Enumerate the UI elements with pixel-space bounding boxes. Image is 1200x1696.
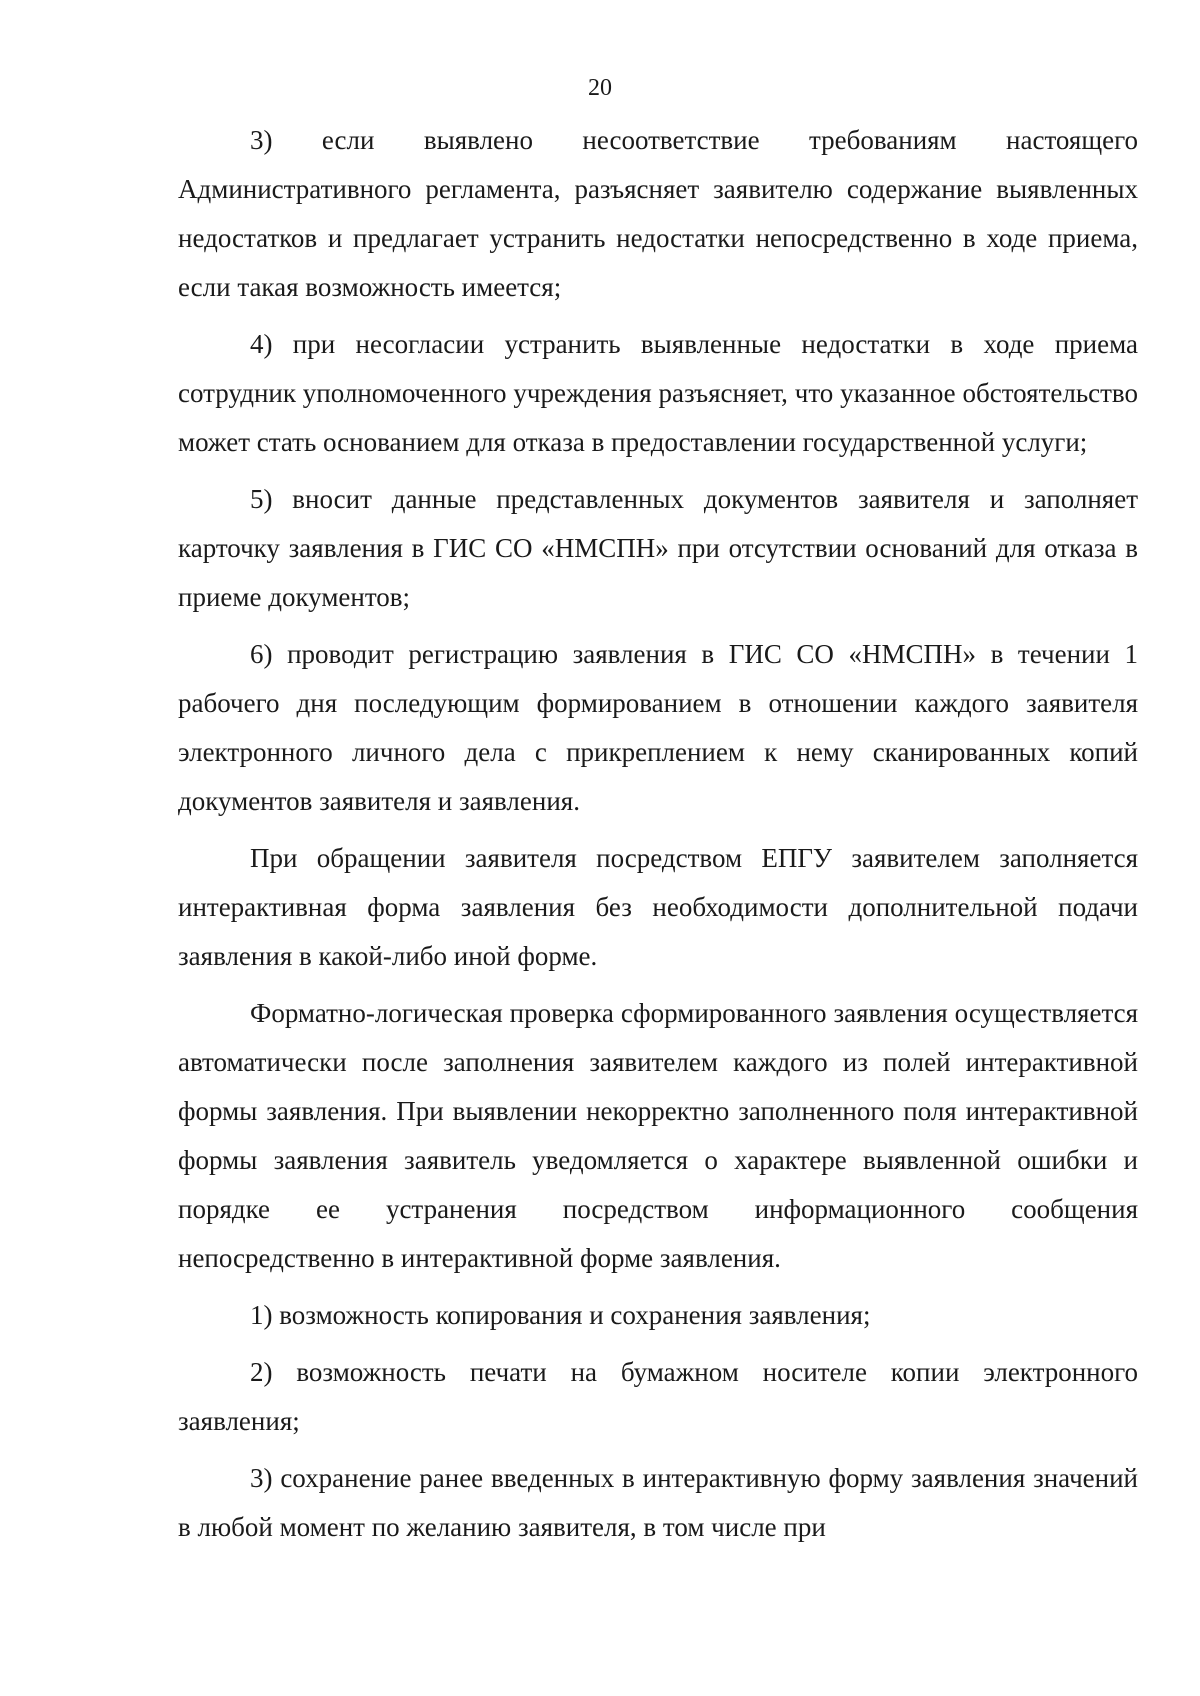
paragraph-copy-save: 1) возможность копирования и сохранения заявления; [250,1300,871,1330]
paragraph-print-copy: 2) возможность печати на бумажном носителе копии электронного заявления; [178,1357,1138,1436]
paragraph-save-values: 3) сохранение ранее введенных в интерактивную форму заявления значений в любой момент по желанию заявителя, в том числе при [178,1463,1138,1542]
paragraph-epgu-application: При обращении заявителя посредством ЕПГУ заявителем заполняется интерактивная форма заявления без необходимости дополнительной подачи заявления в какой-либо иной форме. [178,843,1138,971]
document-body [178,116,1138,1560]
paragraph-item-6-registration: 6) проводит регистрацию заявления в ГИС СО «НМСПН» в течении 1 рабочего дня последующим формированием в отношении каждого заявителя электронного личного дела с прикреплением к нему сканированных копий документов заявителя и заявления. [178,639,1138,816]
page-number: 20 [588,75,612,101]
paragraph-item-4-disagreement: 4) при несогласии устранить выявленные недостатки в ходе приема сотрудник уполномоченного учреждения разъясняет, что указанное обстоятельство может стать основанием для отказа в предоставлении государственной услуги; [178,329,1138,457]
paragraph-item-3-deficiencies: 3) если выявлено несоответствие требованиям настоящего Административного регламента, разъясняет заявителю содержание выявленных недостатков и предлагает устранить недостатки непосредственно в ходе приема, если такая возможность имеется; [178,125,1138,302]
paragraph-item-5-data-entry: 5) вносит данные представленных документов заявителя и заполняет карточку заявления в ГИС СО «НМСПН» при отсутствии оснований для отказа в приеме документов; [178,484,1138,612]
paragraph-format-logic-check: Форматно-логическая проверка сформированного заявления осуществляется автоматически после заполнения заявителем каждого из полей интерактивной формы заявления. При выявлении некорректно заполненного поля интерактивной формы заявления заявитель уведомляется о характере выявленной ошибки и порядке ее устранения посредством информационного сообщения непосредственно в интерактивной форме заявления. [178,998,1138,1273]
